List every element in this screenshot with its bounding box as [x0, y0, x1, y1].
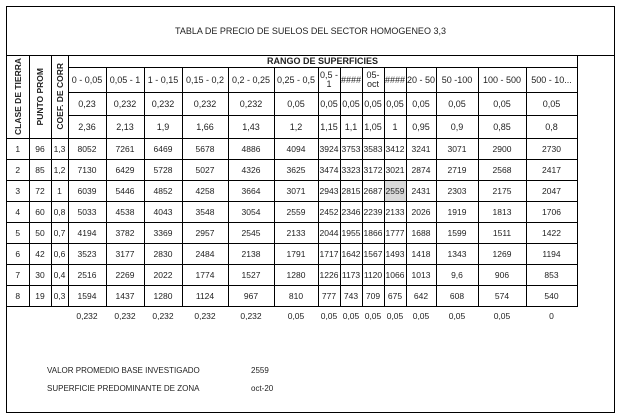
punto-cell: 42: [29, 244, 51, 265]
price-cell: 3548: [182, 202, 228, 223]
coefficient-cell: 0,05: [362, 93, 384, 116]
clase-cell: 6: [7, 244, 29, 265]
factor-cell: 1,9: [144, 116, 182, 139]
coef-cell: 0,7: [51, 223, 68, 244]
coefficient-cell: 0,05: [318, 93, 340, 116]
price-cell: 2719: [436, 160, 478, 181]
price-cell: 4043: [144, 202, 182, 223]
superficie-value: oct-20: [251, 384, 274, 393]
price-cell: 4538: [106, 202, 144, 223]
factor-cell: 0,85: [478, 116, 526, 139]
clase-cell: 2: [7, 160, 29, 181]
price-cell: 2545: [228, 223, 274, 244]
price-cell: 4194: [68, 223, 106, 244]
factor-cell: 0,8: [526, 116, 577, 139]
punto-cell: 19: [29, 286, 51, 307]
price-cell: 1791: [274, 244, 318, 265]
price-cell: 2687: [362, 181, 384, 202]
price-cell: 2815: [340, 181, 362, 202]
coefficient-cell: 0,232: [228, 93, 274, 116]
price-cell: 1599: [436, 223, 478, 244]
range-header: 0,25 - 0,5: [274, 68, 318, 93]
footer-value: 0,232: [76, 311, 98, 321]
coef-cell: 0,3: [51, 286, 68, 307]
price-cell: 4094: [274, 139, 318, 160]
price-cell: 1194: [526, 244, 577, 265]
coefficient-cell: 0,05: [340, 93, 362, 116]
punto-cell: 72: [29, 181, 51, 202]
coef-cell: 0,8: [51, 202, 68, 223]
price-cell: 2568: [478, 160, 526, 181]
price-cell: 2138: [228, 244, 274, 265]
coefficient-cell: 0,05: [406, 93, 436, 116]
price-cell: 6429: [106, 160, 144, 181]
table-row: [7, 160, 577, 181]
price-cell: 3474: [318, 160, 340, 181]
price-cell: 2559: [274, 202, 318, 223]
price-cell: 5678: [182, 139, 228, 160]
price-cell: 5446: [106, 181, 144, 202]
price-cell: 1226: [318, 265, 340, 286]
price-cell: 1567: [362, 244, 384, 265]
price-cell: 3172: [362, 160, 384, 181]
price-cell: 1343: [436, 244, 478, 265]
factor-cell: 0,9: [436, 116, 478, 139]
coefficient-cell: 0,05: [526, 93, 577, 116]
price-cell: 2957: [182, 223, 228, 244]
factor-cell: 1,15: [318, 116, 340, 139]
coef-cell: 1: [51, 181, 68, 202]
price-cell: 1066: [384, 265, 406, 286]
range-header: 0,5 - 1: [318, 68, 340, 93]
factor-cell: 1,43: [228, 116, 274, 139]
range-header: ####: [384, 68, 406, 93]
price-cell: 3664: [228, 181, 274, 202]
price-cell: 709: [362, 286, 384, 307]
range-header: 1 - 0,15: [144, 68, 182, 93]
range-header: 0,15 - 0,2: [182, 68, 228, 93]
coefficient-cell: 0,05: [436, 93, 478, 116]
price-cell: 2417: [526, 160, 577, 181]
price-cell: 3924: [318, 139, 340, 160]
footer-spacer: [29, 307, 51, 326]
range-header: 20 - 50: [406, 68, 436, 93]
coef-cell: 0,6: [51, 244, 68, 265]
price-cell: 743: [340, 286, 362, 307]
price-cell: 3412: [384, 139, 406, 160]
price-cell: 810: [274, 286, 318, 307]
price-cell: 1594: [68, 286, 106, 307]
table-row: [7, 202, 577, 223]
clase-header: CLASE DE TIERRA: [7, 55, 29, 139]
price-cell: 1774: [182, 265, 228, 286]
clase-cell: 8: [7, 286, 29, 307]
price-cell: 1124: [182, 286, 228, 307]
price-cell: 2022: [144, 265, 182, 286]
factor-cell: 1,2: [274, 116, 318, 139]
table-row: [7, 286, 577, 307]
price-cell: 7130: [68, 160, 106, 181]
coefficient-cell: 0,05: [384, 93, 406, 116]
price-cell: 6039: [68, 181, 106, 202]
footer-value: 0,05: [412, 311, 430, 321]
price-cell: 2346: [340, 202, 362, 223]
table-row: [7, 181, 577, 202]
footer-value: 0,05: [287, 311, 305, 321]
price-cell: 853: [526, 265, 577, 286]
price-cell: 1120: [362, 265, 384, 286]
price-cell: 2133: [384, 202, 406, 223]
price-cell: 777: [318, 286, 340, 307]
price-cell: 2239: [362, 202, 384, 223]
range-header: 05-oct: [362, 68, 384, 93]
price-cell: 2559: [384, 181, 406, 202]
price-cell: 1706: [526, 202, 577, 223]
coef-header: COEF. DE CORR: [51, 55, 68, 139]
price-cell: 1955: [340, 223, 362, 244]
footer-value: 0,232: [240, 311, 262, 321]
coefficient-cell: 0,05: [274, 93, 318, 116]
price-cell: 1280: [274, 265, 318, 286]
factor-cell: 2,36: [68, 116, 106, 139]
rango-header: RANGO DE SUPERFICIES: [68, 55, 577, 68]
coefficient-cell: 0,232: [144, 93, 182, 116]
price-cell: 5728: [144, 160, 182, 181]
price-cell: 3625: [274, 160, 318, 181]
footer-value: 0,05: [364, 311, 382, 321]
footer-spacer: [7, 307, 29, 326]
price-cell: 1919: [436, 202, 478, 223]
price-cell: 675: [384, 286, 406, 307]
price-cell: 1422: [526, 223, 577, 244]
price-cell: 3241: [406, 139, 436, 160]
coefficient-cell: 0,232: [182, 93, 228, 116]
price-cell: 1688: [406, 223, 436, 244]
table-row: [7, 244, 577, 265]
price-cell: 1527: [228, 265, 274, 286]
footer-value: 0,232: [152, 311, 174, 321]
clase-cell: 5: [7, 223, 29, 244]
price-cell: 3071: [436, 139, 478, 160]
coefficient-cell: 0,232: [106, 93, 144, 116]
price-cell: 2874: [406, 160, 436, 181]
price-cell: 3177: [106, 244, 144, 265]
table-row: [7, 139, 577, 160]
factor-cell: 1,05: [362, 116, 384, 139]
punto-cell: 60: [29, 202, 51, 223]
price-cell: 2175: [478, 181, 526, 202]
price-cell: 4852: [144, 181, 182, 202]
price-cell: 1642: [340, 244, 362, 265]
clase-cell: 4: [7, 202, 29, 223]
footer-value: 0,05: [386, 311, 404, 321]
factor-cell: 1,1: [340, 116, 362, 139]
price-cell: 2452: [318, 202, 340, 223]
price-cell: 608: [436, 286, 478, 307]
price-cell: 642: [406, 286, 436, 307]
price-sheet: [6, 6, 615, 413]
price-cell: 4886: [228, 139, 274, 160]
footer-value: 0: [549, 311, 554, 321]
punto-cell: 96: [29, 139, 51, 160]
coef-cell: 1,3: [51, 139, 68, 160]
price-cell: 2730: [526, 139, 577, 160]
price-cell: 3523: [68, 244, 106, 265]
punto-header: PUNTO PROM: [29, 55, 51, 139]
price-cell: 2830: [144, 244, 182, 265]
price-cell: 9,6: [436, 265, 478, 286]
footer-spacer: [51, 307, 68, 326]
price-cell: 1777: [384, 223, 406, 244]
price-cell: 1280: [144, 286, 182, 307]
table-row: [7, 265, 577, 286]
coef-cell: 1,2: [51, 160, 68, 181]
price-cell: 1173: [340, 265, 362, 286]
price-cell: 1418: [406, 244, 436, 265]
factor-cell: 1,66: [182, 116, 228, 139]
price-cell: 906: [478, 265, 526, 286]
price-cell: 2900: [478, 139, 526, 160]
range-header: 0,2 - 0,25: [228, 68, 274, 93]
coef-cell: 0,4: [51, 265, 68, 286]
table-row: [7, 223, 577, 244]
superficie-label: SUPERFICIE PREDOMINANTE DE ZONA: [47, 384, 200, 393]
price-cell: 4326: [228, 160, 274, 181]
price-cell: 1717: [318, 244, 340, 265]
range-header: 0,05 - 1: [106, 68, 144, 93]
range-header: 50 -100: [436, 68, 478, 93]
footer-value: 0,05: [342, 311, 360, 321]
price-cell: 3021: [384, 160, 406, 181]
footer-value: 0,05: [320, 311, 338, 321]
coefficient-cell: 0,05: [478, 93, 526, 116]
price-cell: 2269: [106, 265, 144, 286]
price-cell: 5027: [182, 160, 228, 181]
footer-value: 0,05: [448, 311, 466, 321]
price-cell: 2026: [406, 202, 436, 223]
clase-cell: 7: [7, 265, 29, 286]
price-cell: 2431: [406, 181, 436, 202]
price-cell: 2303: [436, 181, 478, 202]
factor-cell: 1: [384, 116, 406, 139]
clase-cell: 1: [7, 139, 29, 160]
range-header: 100 - 500: [478, 68, 526, 93]
price-cell: 6469: [144, 139, 182, 160]
price-cell: 3071: [274, 181, 318, 202]
price-cell: 2943: [318, 181, 340, 202]
price-cell: 967: [228, 286, 274, 307]
valor-promedio-label: VALOR PROMEDIO BASE INVESTIGADO: [47, 366, 200, 375]
price-cell: 4258: [182, 181, 228, 202]
price-cell: 2044: [318, 223, 340, 244]
price-cell: 1511: [478, 223, 526, 244]
range-header: 0 - 0,05: [68, 68, 106, 93]
price-cell: 5033: [68, 202, 106, 223]
price-cell: 1813: [478, 202, 526, 223]
price-cell: 540: [526, 286, 577, 307]
factor-cell: 0,95: [406, 116, 436, 139]
range-header: 500 - 10...: [526, 68, 577, 93]
valor-promedio-value: 2559: [251, 366, 269, 375]
footer-value: 0,232: [114, 311, 136, 321]
table-title: TABLA DE PRECIO DE SUELOS DEL SECTOR HOMOGENEO 3,3: [7, 7, 614, 56]
price-cell: 3782: [106, 223, 144, 244]
clase-cell: 3: [7, 181, 29, 202]
punto-cell: 50: [29, 223, 51, 244]
factor-cell: 2,13: [106, 116, 144, 139]
footer-value: 0,232: [194, 311, 216, 321]
price-cell: 1013: [406, 265, 436, 286]
price-cell: 7261: [106, 139, 144, 160]
price-cell: 1269: [478, 244, 526, 265]
price-cell: 1493: [384, 244, 406, 265]
price-cell: 3583: [362, 139, 384, 160]
price-cell: 3323: [340, 160, 362, 181]
range-header: ####: [340, 68, 362, 93]
price-cell: 1866: [362, 223, 384, 244]
price-cell: 3054: [228, 202, 274, 223]
price-cell: 574: [478, 286, 526, 307]
price-table: [7, 55, 578, 325]
price-cell: 1437: [106, 286, 144, 307]
punto-cell: 85: [29, 160, 51, 181]
price-cell: 3369: [144, 223, 182, 244]
punto-cell: 30: [29, 265, 51, 286]
price-cell: 2047: [526, 181, 577, 202]
footer-value: 0,05: [493, 311, 511, 321]
price-cell: 8052: [68, 139, 106, 160]
price-cell: 2516: [68, 265, 106, 286]
coefficient-cell: 0,23: [68, 93, 106, 116]
price-cell: 3753: [340, 139, 362, 160]
price-cell: 2484: [182, 244, 228, 265]
price-cell: 2133: [274, 223, 318, 244]
